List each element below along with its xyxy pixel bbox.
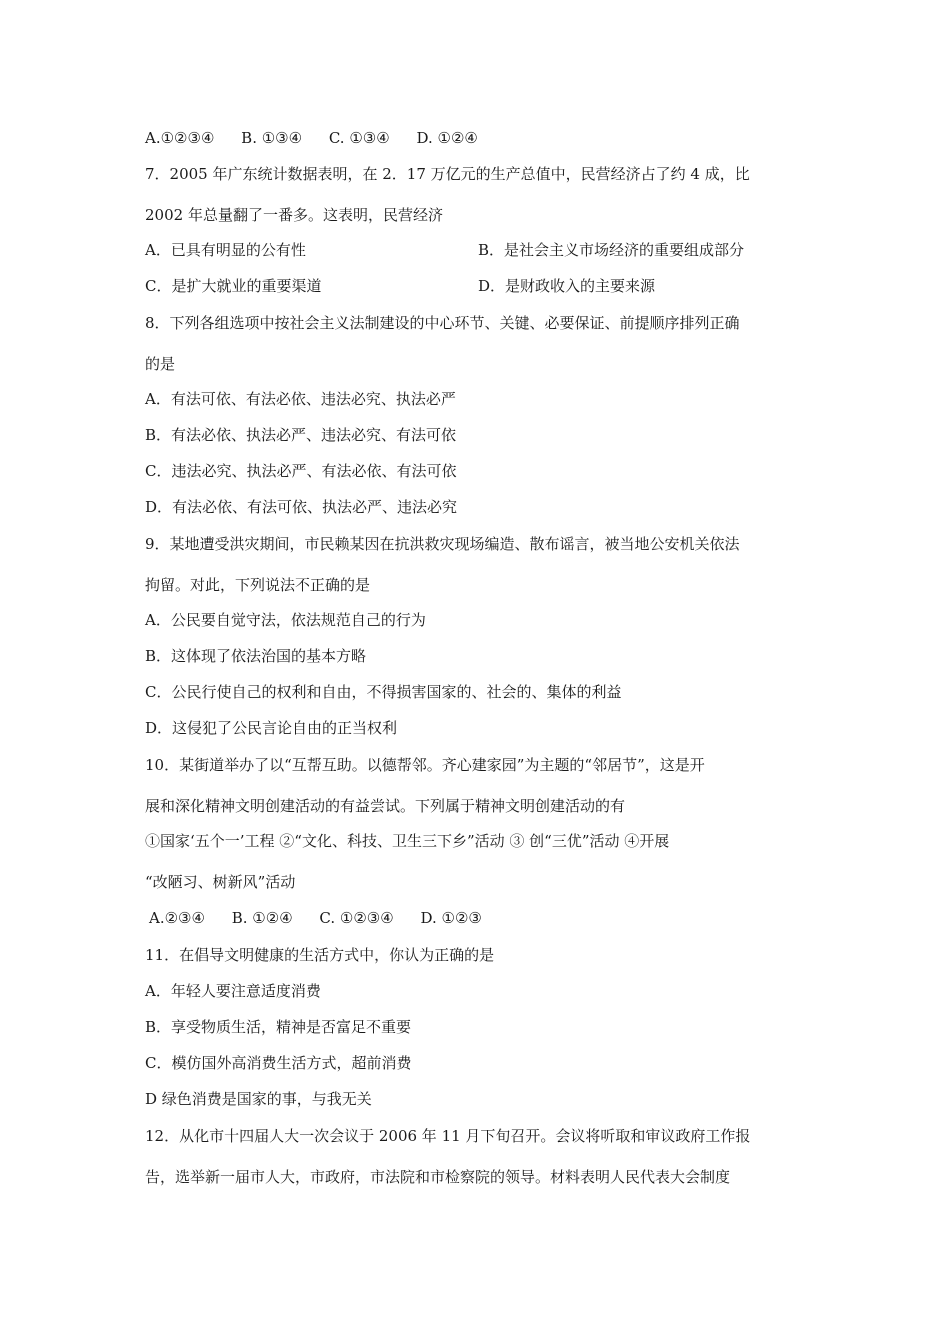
q10-option-a: A.②③④ xyxy=(149,909,205,927)
q9-option-b: B．这体现了依法治国的基本方略 xyxy=(145,647,367,665)
q7-option-d: D．是财政收入的主要来源 xyxy=(478,277,656,295)
q10-option-d: D. ①②③ xyxy=(420,909,482,927)
q7-option-a: A．已具有明显的公有性 xyxy=(145,241,306,259)
q12-stem-line1: 12．从化市十四届人大一次会议于 2006 年 11 月下旬召开。会议将听取和审议政府工作报 xyxy=(145,1127,751,1145)
q7-stem-line2: 2002 年总量翻了一番多。这表明，民营经济 xyxy=(145,206,443,224)
q10-option-b: B. ①②④ xyxy=(231,909,293,927)
q9-stem-line2: 拘留。对此，下列说法不正确的是 xyxy=(145,576,371,594)
q7-stem-line1: 7．2005 年广东统计数据表明，在 2．17 万亿元的生产总值中，民营经济占了约 4 成，比 xyxy=(145,165,750,183)
q8-option-b: B．有法必依、执法必严、违法必究、有法可依 xyxy=(145,426,457,444)
q9-option-d: D．这侵犯了公民言论自由的正当权利 xyxy=(145,719,398,737)
q8-stem-line1: 8．下列各组选项中按社会主义法制建设的中心环节、关键、必要保证、前提顺序排列正确 xyxy=(145,314,740,332)
q8-option-d: D．有法必依、有法可依、执法必严、违法必究 xyxy=(145,498,458,516)
q9-option-a: A．公民要自觉守法，依法规范自己的行为 xyxy=(145,611,426,629)
q11-stem: 11．在倡导文明健康的生活方式中，你认为正确的是 xyxy=(145,946,495,964)
q7-option-b: B．是社会主义市场经济的重要组成部分 xyxy=(478,241,745,259)
q11-option-d: D 绿色消费是国家的事，与我无关 xyxy=(145,1090,372,1108)
q9-stem-line1: 9．某地遭受洪灾期间，市民赖某因在抗洪救灾现场编造、散布谣言，被当地公安机关依法 xyxy=(145,535,740,553)
q10-items-line2: “改陋习、树新风”活动 xyxy=(145,873,296,891)
q9-option-c: C．公民行使自己的权利和自由，不得损害国家的、社会的、集体的利益 xyxy=(145,683,622,701)
q6-option-a: A.①②③④ xyxy=(145,129,215,147)
q11-option-b: B．享受物质生活，精神是否富足不重要 xyxy=(145,1018,412,1036)
q11-option-a: A．年轻人要注意适度消费 xyxy=(145,982,321,1000)
q10-options xyxy=(149,908,482,928)
q10-stem-line1: 10．某街道举办了以“互帮互助。以德帮邻。齐心建家园”为主题的“邻居节”，这是开 xyxy=(145,756,705,774)
q11-option-c: C．模仿国外高消费生活方式，超前消费 xyxy=(145,1054,412,1072)
q8-stem-line2: 的是 xyxy=(145,355,176,373)
q6-option-d: D. ①②④ xyxy=(416,129,478,147)
q8-option-a: A．有法可依、有法必依、违法必究、执法必严 xyxy=(145,390,456,408)
q6-option-c: C. ①③④ xyxy=(328,129,390,147)
q10-items-line1: ①国家‘五个一’工程 ②“文化、科技、卫生三下乡”活动 ③ 创“三优”活动 ④开展 xyxy=(145,832,670,850)
q12-stem-line2: 告，选举新一届市人大，市政府，市法院和市检察院的领导。材料表明人民代表大会制度 xyxy=(145,1168,731,1186)
q10-option-c: C. ①②③④ xyxy=(319,909,394,927)
q6-options xyxy=(145,128,478,148)
q7-option-c: C．是扩大就业的重要渠道 xyxy=(145,277,322,295)
q10-stem-line2: 展和深化精神文明创建活动的有益尝试。下列属于精神文明创建活动的有 xyxy=(145,797,626,815)
q6-option-b: B. ①③④ xyxy=(241,129,303,147)
q8-option-c: C．违法必究、执法必严、有法必依、有法可依 xyxy=(145,462,457,480)
